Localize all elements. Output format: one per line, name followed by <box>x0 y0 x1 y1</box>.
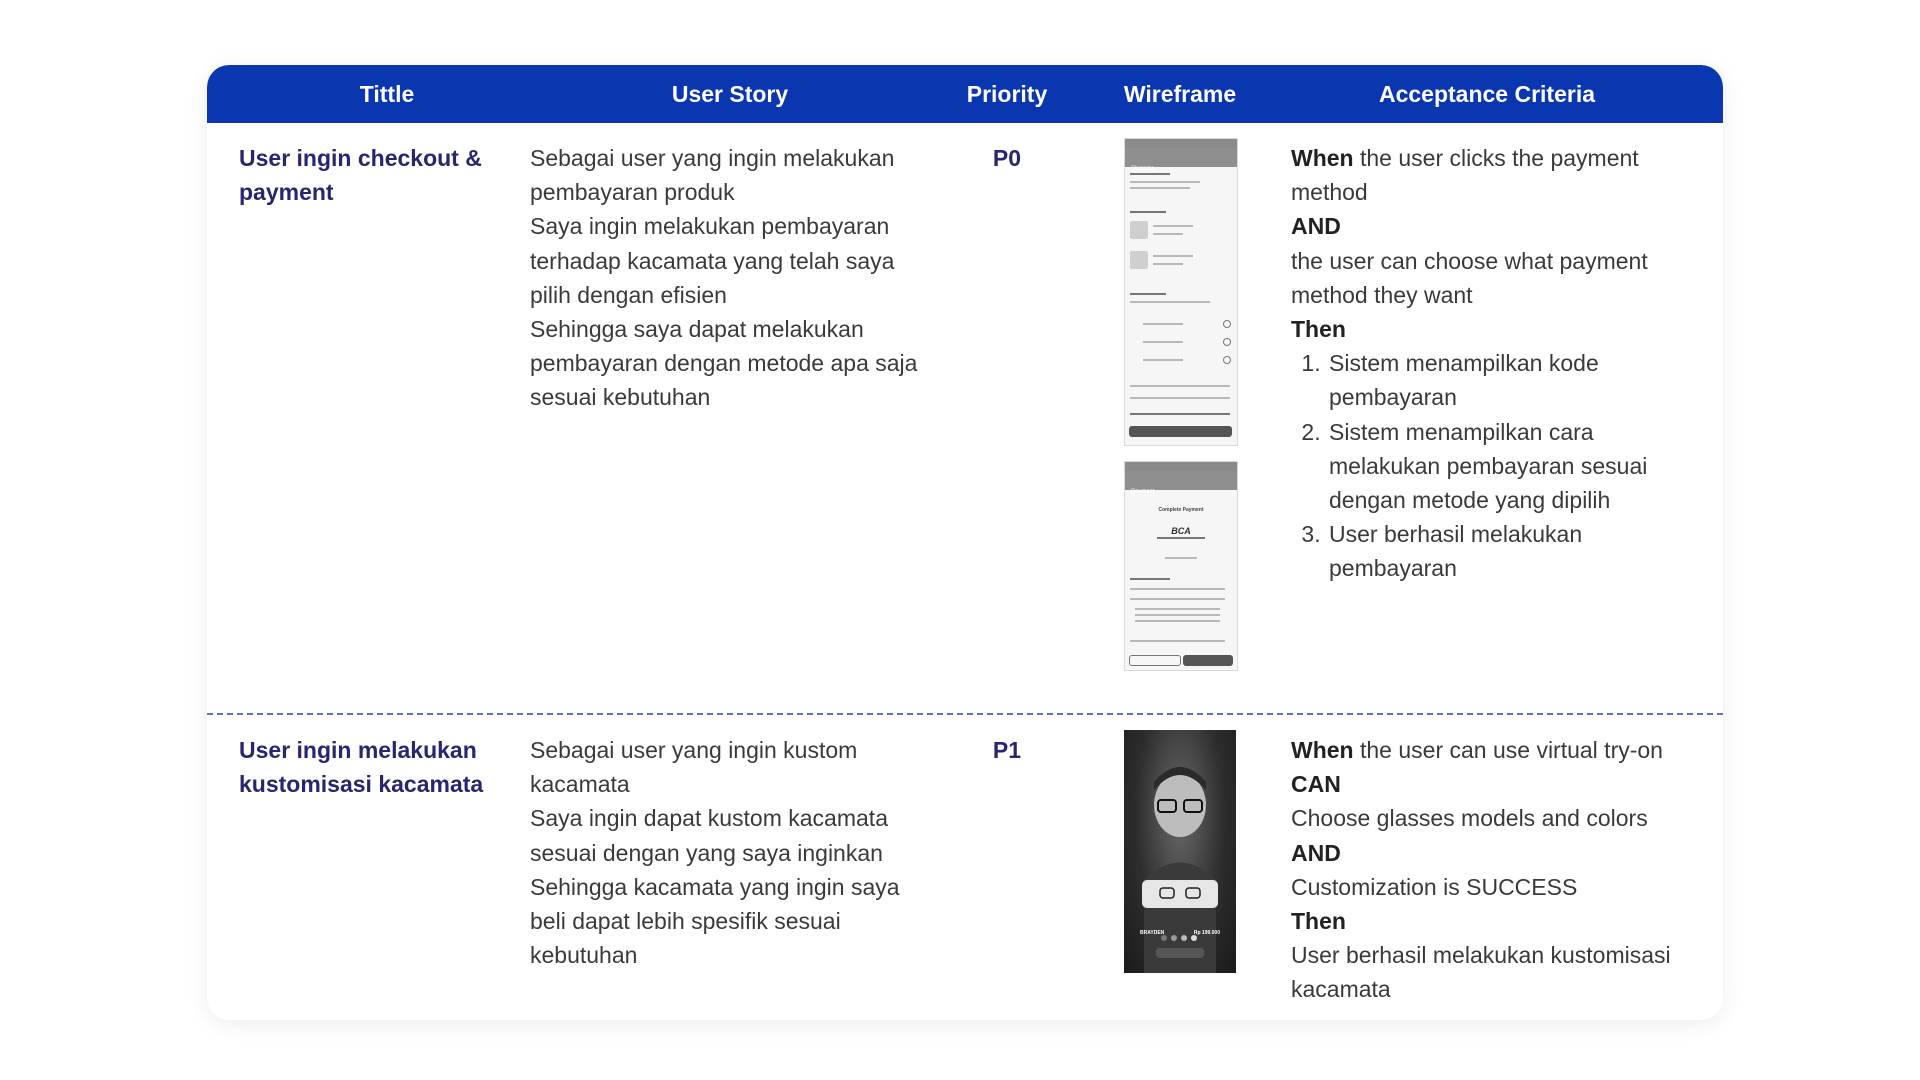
shipping-screen-title: Shipping <box>1131 166 1155 172</box>
row-user-story <box>530 733 930 972</box>
payment-screen-title: Payment <box>1131 489 1155 495</box>
priority-badge: P1 <box>992 737 1022 763</box>
list-item: 3. User berhasil melakukan pembayaran <box>1327 517 1711 585</box>
table-header <box>207 65 1723 123</box>
header-wireframe: Wireframe <box>1123 81 1237 107</box>
payment-heading: Complete Payment <box>1158 507 1204 513</box>
product-name: BRAYDEN <box>1140 930 1165 936</box>
list-item: 2. Sistem menampilkan cara melakukan pembayaran sesuai dengan metode yang dipilih <box>1327 415 1711 518</box>
criteria-text: the user can choose what payment method they want <box>1291 247 1648 308</box>
product-price: Rp 199.000 <box>1193 930 1220 936</box>
header-user-story: User Story <box>671 81 789 107</box>
criteria-text: the user clicks the payment method <box>1291 145 1639 206</box>
story-line: Sehingga saya dapat melakukan pembayaran dengan metode apa saja sesuai kebutuhan <box>530 316 918 411</box>
table-row <box>207 123 1723 713</box>
shipping-wireframe <box>1124 138 1238 446</box>
row-title: User ingin melakukan kustomisasi kacamata <box>239 737 484 798</box>
row-title: User ingin checkout & payment <box>239 145 482 206</box>
criteria-list <box>1291 346 1711 585</box>
story-line: Sebagai user yang ingin melakukan pembayaran produk <box>530 145 895 206</box>
row-acceptance-criteria <box>1291 141 1711 586</box>
criteria-text: User berhasil melakukan kustomisasi kacamata <box>1291 942 1671 1003</box>
priority-badge: P0 <box>992 145 1022 171</box>
header-title: Tittle <box>359 81 415 107</box>
story-line: Saya ingin melakukan pembayaran terhadap kacamata yang telah saya pilih dengan efisien <box>530 213 895 308</box>
criteria-keyword: AND <box>1291 839 1341 866</box>
criteria-keyword: When <box>1291 145 1354 171</box>
row-user-story <box>530 141 930 415</box>
header-priority: Priority <box>966 81 1048 107</box>
criteria-text: Customization is SUCCESS <box>1291 873 1578 900</box>
criteria-text: the user can use virtual try-on <box>1353 737 1663 763</box>
criteria-keyword: Then <box>1291 908 1346 935</box>
table-row <box>207 715 1723 1020</box>
user-story-table <box>207 65 1723 1020</box>
story-line: Sehingga kacamata yang ingin saya beli dapat lebih spesifik sesuai kebutuhan <box>530 873 900 969</box>
criteria-text: Choose glasses models and colors <box>1291 805 1648 832</box>
story-line: Sebagai user yang ingin kustom kacamata <box>530 737 858 798</box>
header-acceptance-criteria: Acceptance Criteria <box>1378 81 1596 107</box>
list-item: 1. Sistem menampilkan kode pembayaran <box>1327 346 1711 414</box>
criteria-keyword: Then <box>1291 316 1346 343</box>
story-line: Saya ingin dapat kustom kacamata sesuai dengan yang saya inginkan <box>530 805 888 866</box>
criteria-keyword: CAN <box>1291 771 1341 798</box>
bank-logo: BCA <box>1171 526 1191 536</box>
criteria-keyword: When <box>1291 737 1354 763</box>
row-acceptance-criteria <box>1291 733 1711 1007</box>
virtual-tryon-photo <box>1124 730 1236 973</box>
tryon-wireframe <box>1124 730 1236 973</box>
payment-wireframe <box>1124 461 1238 671</box>
criteria-keyword: AND <box>1291 213 1341 240</box>
